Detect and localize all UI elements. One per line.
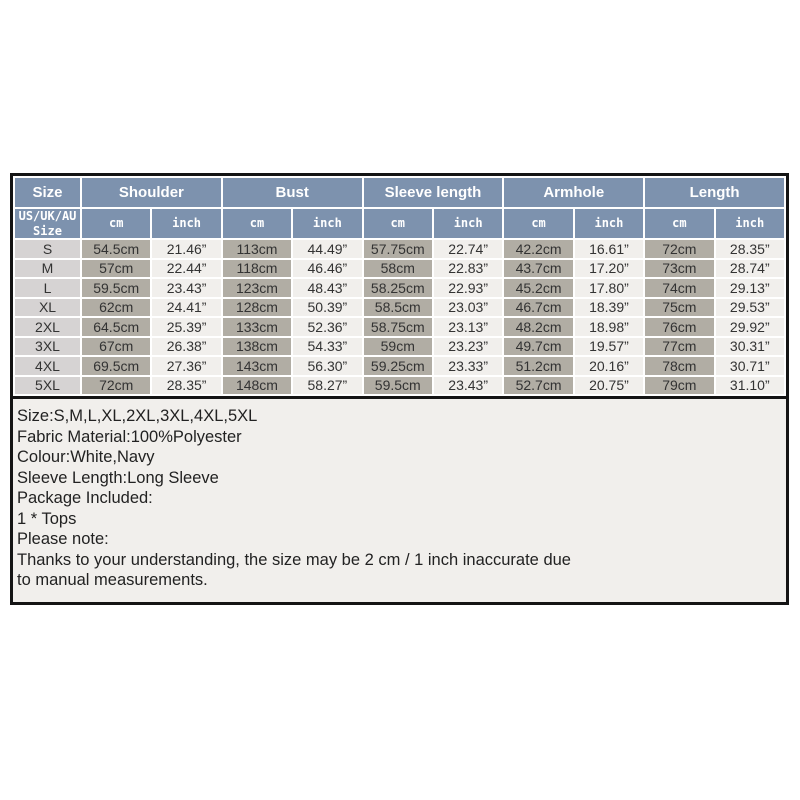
note-colour: Colour:White,Navy [17,448,155,466]
bust-inch-cell: 50.39” [292,298,362,318]
armhole-cm-cell: 42.2cm [503,239,573,259]
armhole-cm-cell: 46.7cm [503,298,573,318]
unit-header-length-cm: cm [644,208,714,239]
shoulder-inch-cell: 25.39” [151,317,221,337]
shoulder-inch-cell: 24.41” [151,298,221,318]
shoulder-cm-cell: 69.5cm [81,356,151,376]
table-row-5xl [14,376,785,396]
table-row-3xl [14,337,785,357]
col-header-bust: Bust [222,177,363,208]
table-row-l [14,278,785,298]
sleeve-inch-cell: 22.93” [433,278,503,298]
unit-header-size-system [14,208,81,239]
size-label-cell: L [14,278,81,298]
note-please-note: Please note: [17,530,109,548]
bust-cm-cell: 113cm [222,239,292,259]
col-header-sleeve-length: Sleeve length [363,177,504,208]
length-inch-cell: 30.71” [715,356,785,376]
shoulder-inch-cell: 23.43” [151,278,221,298]
table-row-m [14,259,785,279]
size-label-cell: M [14,259,81,279]
sleeve-cm-cell: 58.25cm [363,278,433,298]
unit-header-size-line2: Size [33,223,62,238]
sleeve-inch-cell: 23.43” [433,376,503,396]
bust-cm-cell: 143cm [222,356,292,376]
armhole-cm-cell: 45.2cm [503,278,573,298]
bust-inch-cell: 56.30” [292,356,362,376]
sleeve-cm-cell: 59.25cm [363,356,433,376]
shoulder-inch-cell: 27.36” [151,356,221,376]
note-size-options: Size:S,M,L,XL,2XL,3XL,4XL,5XL [17,407,258,425]
sleeve-inch-cell: 23.33” [433,356,503,376]
bust-inch-cell: 52.36” [292,317,362,337]
sleeve-inch-cell: 22.83” [433,259,503,279]
armhole-cm-cell: 51.2cm [503,356,573,376]
sleeve-cm-cell: 58.5cm [363,298,433,318]
shoulder-inch-cell: 21.46” [151,239,221,259]
bust-cm-cell: 123cm [222,278,292,298]
note-disclaimer-line1: Thanks to your understanding, the size may be 2 cm / 1 inch inaccurate due [17,550,571,569]
size-label-cell: 5XL [14,376,81,396]
bust-inch-cell: 58.27” [292,376,362,396]
shoulder-inch-cell: 26.38” [151,337,221,357]
shoulder-cm-cell: 67cm [81,337,151,357]
unit-header-length-inch: inch [715,208,785,239]
unit-header-bust-cm: cm [222,208,292,239]
bust-cm-cell: 138cm [222,337,292,357]
armhole-inch-cell: 18.98” [574,317,644,337]
col-header-size: Size [14,177,81,208]
armhole-cm-cell: 49.7cm [503,337,573,357]
size-chart-panel [10,173,789,605]
bust-cm-cell: 148cm [222,376,292,396]
unit-header-shoulder-inch: inch [151,208,221,239]
sleeve-cm-cell: 58.75cm [363,317,433,337]
bust-inch-cell: 46.46” [292,259,362,279]
sleeve-inch-cell: 23.03” [433,298,503,318]
armhole-cm-cell: 43.7cm [503,259,573,279]
unit-header-sleeve-cm: cm [363,208,433,239]
sleeve-inch-cell: 23.13” [433,317,503,337]
length-cm-cell: 77cm [644,337,714,357]
sleeve-inch-cell: 23.23” [433,337,503,357]
unit-header-row [14,208,785,239]
shoulder-cm-cell: 54.5cm [81,239,151,259]
shoulder-cm-cell: 57cm [81,259,151,279]
length-cm-cell: 75cm [644,298,714,318]
note-sleeve-length: Sleeve Length:Long Sleeve [17,468,219,487]
length-cm-cell: 73cm [644,259,714,279]
armhole-inch-cell: 18.39” [574,298,644,318]
group-header-row [14,177,785,208]
armhole-inch-cell: 17.20” [574,259,644,279]
length-inch-cell: 31.10” [715,376,785,396]
unit-header-armhole-cm: cm [503,208,573,239]
size-label-cell: XL [14,298,81,318]
unit-header-bust-inch: inch [292,208,362,239]
size-label-cell: 3XL [14,337,81,357]
col-header-shoulder: Shoulder [81,177,222,208]
size-label-cell: 2XL [14,317,81,337]
bust-inch-cell: 54.33” [292,337,362,357]
length-cm-cell: 74cm [644,278,714,298]
unit-header-armhole-inch: inch [574,208,644,239]
note-fabric-material: Fabric Material:100%Polyester [17,427,242,446]
armhole-inch-cell: 17.80” [574,278,644,298]
length-cm-cell: 72cm [644,239,714,259]
shoulder-cm-cell: 62cm [81,298,151,318]
note-package-included: Package Included: [17,489,153,507]
shoulder-cm-cell: 72cm [81,376,151,396]
bust-cm-cell: 128cm [222,298,292,318]
length-cm-cell: 78cm [644,356,714,376]
unit-header-shoulder-cm: cm [81,208,151,239]
shoulder-inch-cell: 28.35” [151,376,221,396]
table-row-xl [14,298,785,318]
unit-header-sleeve-inch: inch [433,208,503,239]
length-inch-cell: 29.53” [715,298,785,318]
armhole-cm-cell: 52.7cm [503,376,573,396]
note-package-contents: 1 * Tops [17,509,77,528]
col-header-length: Length [644,177,785,208]
size-label-cell: S [14,239,81,259]
bust-inch-cell: 48.43” [292,278,362,298]
table-row-s [14,239,785,259]
sleeve-cm-cell: 57.75cm [363,239,433,259]
length-inch-cell: 29.92” [715,317,785,337]
armhole-inch-cell: 20.75” [574,376,644,396]
product-notes [13,396,786,602]
length-inch-cell: 28.74” [715,259,785,279]
length-inch-cell: 28.35” [715,239,785,259]
table-row-2xl [14,317,785,337]
sleeve-cm-cell: 59cm [363,337,433,357]
bust-cm-cell: 133cm [222,317,292,337]
sleeve-inch-cell: 22.74” [433,239,503,259]
bust-cm-cell: 118cm [222,259,292,279]
armhole-cm-cell: 48.2cm [503,317,573,337]
length-inch-cell: 29.13” [715,278,785,298]
length-cm-cell: 76cm [644,317,714,337]
note-disclaimer-line2: to manual measurements. [17,571,208,589]
size-label-cell: 4XL [14,356,81,376]
sleeve-cm-cell: 58cm [363,259,433,279]
shoulder-cm-cell: 59.5cm [81,278,151,298]
size-chart-table [13,176,786,396]
col-header-armhole: Armhole [503,177,644,208]
unit-header-size-line1: US/UK/AU [18,209,77,224]
armhole-inch-cell: 19.57” [574,337,644,357]
shoulder-inch-cell: 22.44” [151,259,221,279]
armhole-inch-cell: 20.16” [574,356,644,376]
length-inch-cell: 30.31” [715,337,785,357]
table-row-4xl [14,356,785,376]
shoulder-cm-cell: 64.5cm [81,317,151,337]
length-cm-cell: 79cm [644,376,714,396]
armhole-inch-cell: 16.61” [574,239,644,259]
bust-inch-cell: 44.49” [292,239,362,259]
sleeve-cm-cell: 59.5cm [363,376,433,396]
